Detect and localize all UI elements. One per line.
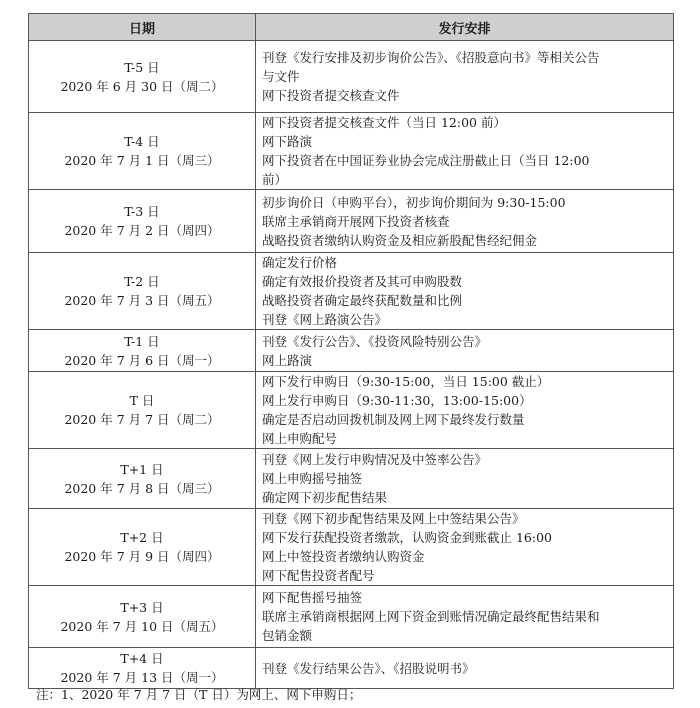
calendar-date: 2020 年 7 月 6 日（周一）	[64, 352, 220, 368]
schedule-cell	[256, 449, 674, 509]
schedule-cell	[256, 41, 674, 113]
table-row	[29, 372, 674, 449]
schedule-cell	[256, 648, 674, 689]
date-cell	[29, 586, 256, 648]
schedule-item: 确定发行价格	[262, 255, 338, 270]
day-code: T+1 日	[120, 461, 164, 477]
schedule-item: 刊登《网上发行申购情况及中签率公告》	[262, 452, 488, 467]
schedule-item: 网下投资者在中国证券业协会完成注册截止日（当日 12:00	[262, 153, 590, 168]
table-row	[29, 330, 674, 372]
date-cell	[29, 648, 256, 689]
day-code: T 日	[129, 393, 155, 408]
table-row	[29, 449, 674, 509]
calendar-date: 2020 年 7 月 10 日（周五）	[60, 618, 224, 634]
table-row	[29, 113, 674, 190]
date-cell	[29, 372, 256, 449]
schedule-item: 网下配售投资者配号	[262, 568, 375, 583]
schedule-item: 刊登《发行结果公告》、《招股说明书》	[262, 660, 475, 676]
date-cell	[29, 113, 256, 190]
schedule-item: 网上路演	[262, 352, 313, 368]
schedule-cell	[256, 372, 674, 449]
schedule-item: 与文件	[262, 69, 300, 84]
schedule-item: 确定是否启动回拨机制及网上网下最终发行数量	[262, 412, 525, 427]
date-cell	[29, 330, 256, 372]
calendar-date: 2020 年 6 月 30 日（周二）	[60, 78, 224, 94]
schedule-item: 初步询价日（申购平台），初步询价期间为 9:30-15:00	[262, 194, 566, 210]
day-code: T-4 日	[124, 134, 160, 149]
calendar-date: 2020 年 7 月 3 日（周五）	[64, 293, 220, 308]
date-cell	[29, 253, 256, 330]
date-cell	[29, 509, 256, 586]
calendar-date: 2020 年 7 月 9 日（周四）	[64, 549, 220, 564]
schedule-cell	[256, 190, 674, 253]
day-code: T-3 日	[124, 204, 160, 219]
schedule-item: 联席主承销商根据网上网下资金到账情况确定最终配售结果和	[262, 609, 600, 624]
schedule-cell	[256, 253, 674, 330]
schedule-item: 刊登《网上路演公告》	[262, 312, 388, 327]
table-row	[29, 41, 674, 113]
calendar-date: 2020 年 7 月 8 日（周三）	[64, 480, 220, 496]
schedule-item: 网下配售摇号抽签	[262, 590, 363, 605]
schedule-item: 网上申购摇号抽签	[262, 471, 363, 486]
date-cell	[29, 449, 256, 509]
schedule-cell	[256, 586, 674, 648]
header-schedule: 发行安排	[256, 14, 674, 41]
schedule-item: 包销金额	[262, 628, 313, 643]
date-cell	[29, 41, 256, 113]
calendar-date: 2020 年 7 月 13 日（周一）	[60, 670, 224, 685]
schedule-item: 联席主承销商开展网下投资者核查	[262, 213, 450, 229]
schedule-item: 刊登《发行安排及初步询价公告》、《招股意向书》等相关公告	[262, 50, 600, 65]
schedule-item: 网上申购配号	[262, 431, 338, 446]
schedule-cell	[256, 113, 674, 190]
schedule-item: 网下投资者提交核查文件	[262, 88, 400, 103]
table-row	[29, 648, 674, 689]
calendar-date: 2020 年 7 月 1 日（周三）	[64, 153, 220, 168]
schedule-item: 确定有效报价投资者及其可申购股数	[262, 274, 463, 289]
schedule-table-wrapper	[28, 13, 673, 689]
schedule-item: 网上发行申购日（9:30-11:30，13:00-15:00）	[262, 393, 532, 408]
header-date: 日期	[29, 14, 256, 41]
schedule-item: 网下路演	[262, 134, 313, 149]
schedule-item: 网下投资者提交核查文件（当日 12:00 前）	[262, 115, 506, 130]
date-cell	[29, 190, 256, 253]
schedule-item: 网上中签投资者缴纳认购资金	[262, 549, 425, 564]
schedule-item: 刊登《发行公告》、《投资风险特别公告》	[262, 333, 488, 349]
schedule-item: 前）	[262, 172, 288, 187]
table-row	[29, 509, 674, 586]
schedule-item: 战略投资者确定最终获配数量和比例	[262, 293, 463, 308]
day-code: T+4 日	[120, 651, 164, 666]
footnote: 注：1、2020 年 7 月 7 日（T 日）为网上、网下申购日；	[36, 687, 362, 702]
schedule-item: 网下发行申购日（9:30-15:00，当日 15:00 截止）	[262, 374, 550, 389]
calendar-date: 2020 年 7 月 2 日（周四）	[64, 223, 220, 238]
calendar-date: 2020 年 7 月 7 日（周二）	[64, 412, 220, 427]
table-row	[29, 586, 674, 648]
day-code: T-5 日	[124, 59, 160, 75]
schedule-cell	[256, 509, 674, 586]
schedule-item: 确定网下初步配售结果	[262, 490, 388, 505]
schedule-item: 刊登《网下初步配售结果及网上中签结果公告》	[262, 511, 525, 526]
schedule-item: 网下发行获配投资者缴款，认购资金到账截止 16:00	[262, 530, 552, 545]
table-row	[29, 190, 674, 253]
issuance-schedule-table	[28, 13, 674, 689]
day-code: T+3 日	[120, 599, 164, 615]
day-code: T+2 日	[120, 530, 164, 545]
day-code: T-1 日	[124, 333, 160, 349]
table-row	[29, 253, 674, 330]
schedule-item: 战略投资者缴纳认购资金及相应新股配售经纪佣金	[262, 232, 538, 248]
schedule-cell	[256, 330, 674, 372]
day-code: T-2 日	[124, 274, 160, 289]
table-header-row	[29, 14, 674, 41]
